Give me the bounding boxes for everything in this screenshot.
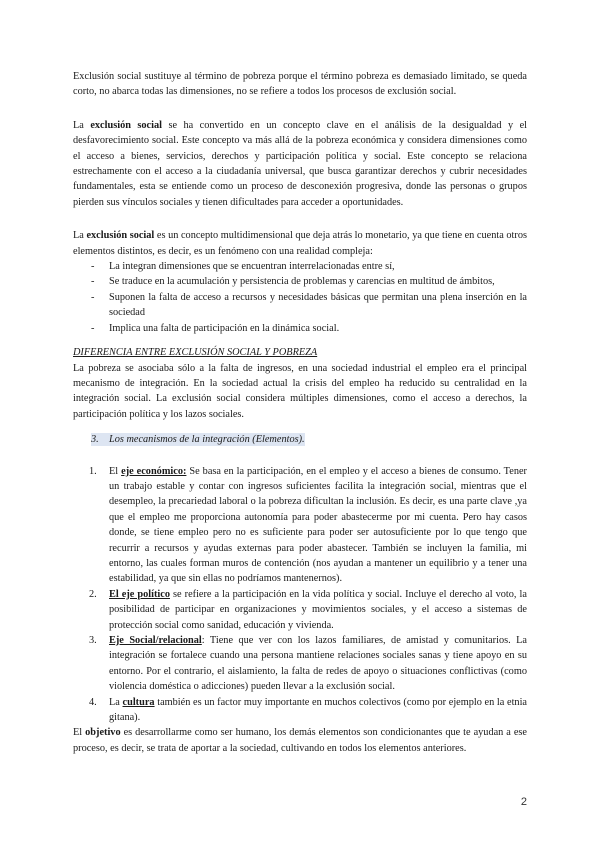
list-item: - Implica una falta de participación en la dinámica social. [109,321,527,336]
paragraph-objective [73,725,527,756]
text-fragment: La [73,119,91,131]
text-fragment: es un concepto multidimensional que deja atrás lo monetario, ya que tiene en cuenta otros elementos distintos, es decir, es un fenómeno con una realidad compleja: [73,230,527,257]
text-fragment: es desarrollarme como ser humano, los demás elementos son condicionantes que te ayudan a ese proceso, es decir, se trata de aportar a la sociedad, cultivando en todos los elementos anteriores. [73,727,527,754]
text-fragment: El [109,465,122,477]
item-number: 1. [89,465,97,477]
list-item: - Suponen la falta de acceso a recursos y necesidades básicas que permitan una plena inserción en la sociedad [109,290,527,321]
bold-term: objetivo [85,727,121,739]
section-heading: DIFERENCIA ENTRE EXCLUSIÓN SOCIAL Y POBREZA [73,347,318,359]
text-fragment: La [73,230,87,242]
item-term: eje económico: [121,465,187,477]
item-number: 2. [89,588,97,600]
list-item [89,695,528,726]
paragraph-multidimensional [73,228,527,259]
paragraph-intro: Exclusión social sustituye al término de pobreza porque el término pobreza es demasiado limitado, se queda corto, no abarca todas las dimensiones, no se refiere a todos los procesos de exclusión social. [73,71,527,98]
highlighted-heading [91,433,305,446]
numbered-list [73,464,527,726]
item-term: cultura [122,696,155,708]
bold-term: exclusión social [90,119,162,131]
item-number: 4. [89,696,97,708]
paragraph-exclusion-definition [73,118,527,210]
item-text: se refiere a la participación en la vida política y social. Incluye el derecho al voto, la posibilidad de participar en organizaciones y movimientos sociales, y el acceso a sistemas de protección social como sanidad, educación y vivienda. [109,588,527,631]
bold-term: exclusión social [86,230,155,242]
dash-list [73,259,527,336]
text-fragment: se ha convertido en un concepto clave en el análisis de la desigualdad y el desfavorecimiento social. Este concepto va más allá de la pobreza económica y considera dimensiones como el acceso a bienes, servicios, derechos y participación política y social. Este concepto se relaciona estrechamente con el acceso a la ciudadanía universal, que busca garantizar derechos y cubrir necesidades fundamentales, esta se entiende como un proceso de desconexión progresiva, donde las personas o grupos pierden sus vínculos sociales y tienen dificultades para acceder a oportunidades. [73,119,527,208]
sub-heading-text: Los mecanismos de la integración (Elementos). [109,434,305,446]
paragraph-poverty-difference: La pobreza se asociaba sólo a la falta de ingresos, en una sociedad industrial el empleo era el principal mecanismo de integración. En la sociedad actual la crisis del empleo ha reducido su centralidad en la integración social. La exclusión social considera múltiples dimensiones, como el acceso a derechos, la participación política y los lazos sociales. [73,362,527,420]
item-number: 3. [89,635,97,646]
item-term: El eje político [109,588,170,600]
page-content [73,69,527,756]
list-item: - Se traduce en la acumulación y persistencia de problemas y carencias en multitud de ámbitos, [109,274,527,289]
sub-heading-number: 3. [91,434,99,446]
list-item [89,587,527,633]
list-item [89,464,527,587]
list-item [89,633,527,695]
item-text: también es un factor muy importante en muchos colectivos (como por ejemplo en la etnia gitana). [109,696,528,724]
list-item: - La integran dimensiones que se encuentran interrelacionadas entre sí, [109,259,527,274]
text-fragment: La [109,696,123,708]
item-text: Se basa en la participación, en el empleo y el acceso a bienes de consumo. Tener un trabajo estable y contar con ingresos suficientes facilita la integración social, mientras que el desempleo, la precariedad laboral o la pobreza dificultan la inclusión. Es decir, es una parte clave ,ya que el empleo me proporciona autonomía para poder abastecerme por mi cuenta. Pero hay casos donde, se tiene empleo pero no es suficiente para poder ser autosuficiente por lo que tengo que recurrir a recursos y ayudas externas para poder abastecer. También se incluyen la familia, mi entorno, las cuales forman muros de contención (nos ayudan a mantener un equilibrio y a tener una estabilidad, ya que sin ellas no podríamos mantenernos). [109,465,527,585]
sub-heading [73,432,527,447]
item-term: Eje Social/relacional [109,635,202,646]
text-fragment: El [73,727,86,739]
item-text: : Tiene que ver con los lazos familiares, de amistad y comunitarios. La integración se fortalece cuando una persona mantiene relaciones sociales sanas y tiene apoyo en su entorno. Por el contrario, el aislamiento, la falta de redes de apoyo o situaciones conflictivas (como violencia doméstica o adicciones) pueden llevar a la exclusión social. [109,635,527,693]
page-number: 2 [520,796,527,808]
